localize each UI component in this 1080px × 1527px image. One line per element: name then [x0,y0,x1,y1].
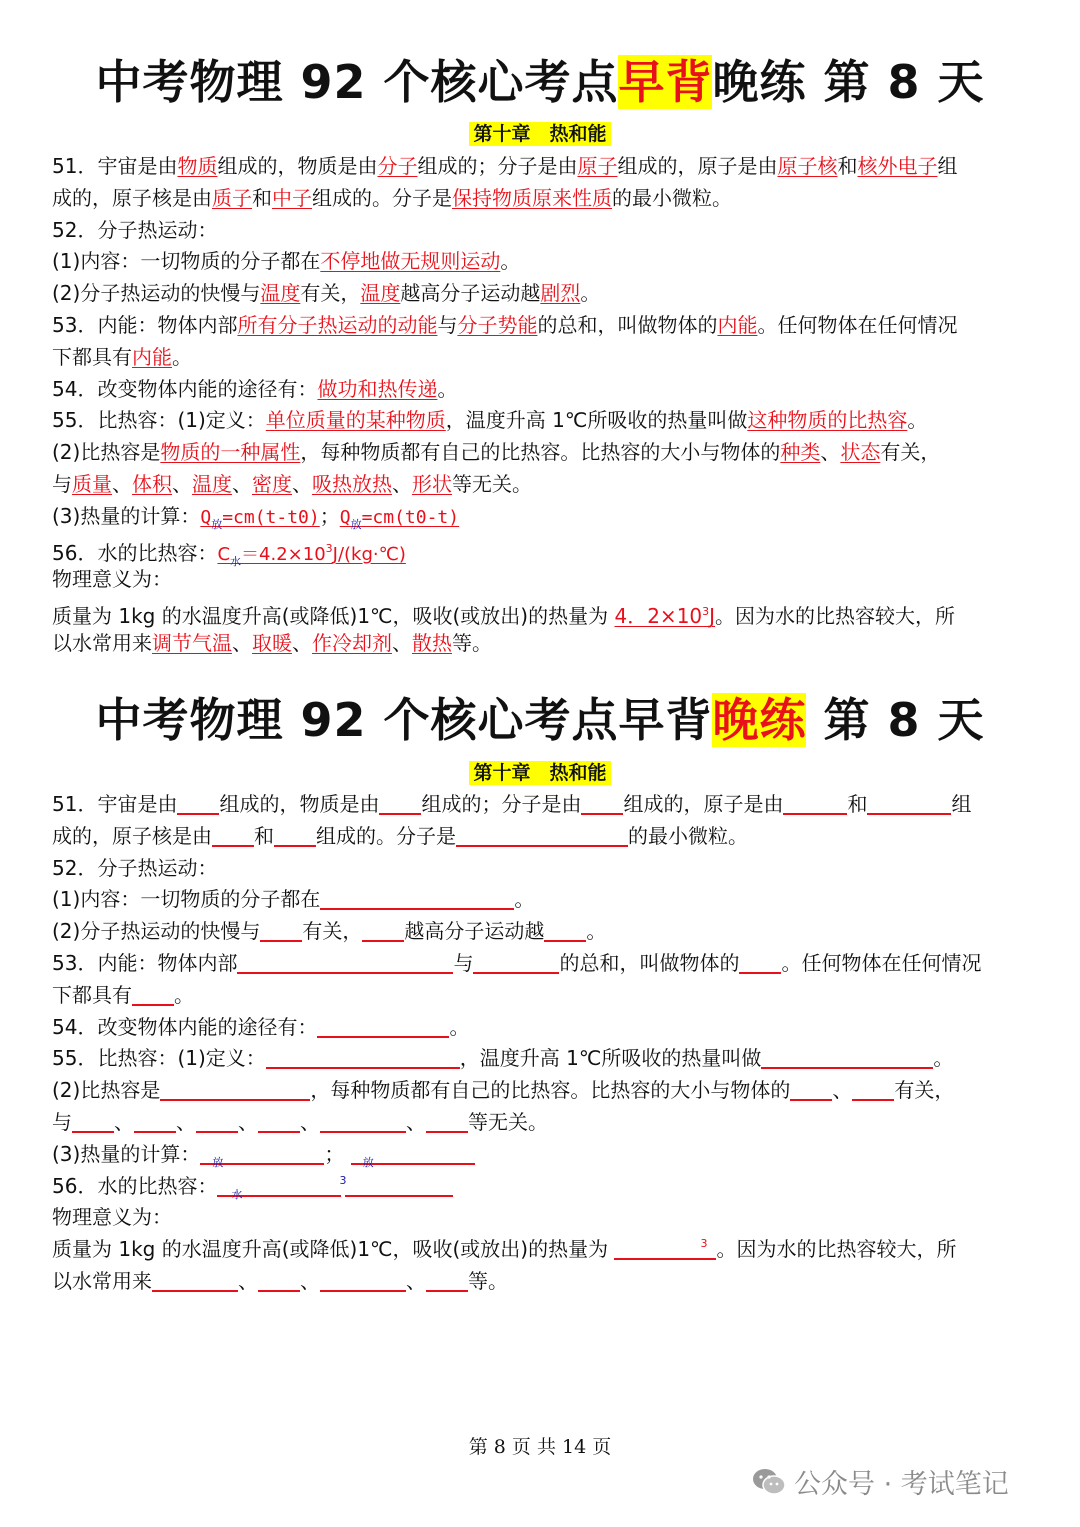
practice-line: 52．分子热运动： [52,855,218,880]
answer-line: (2)比热容是物质的一种属性，每种物质都有自己的比热容。比热容的大小与物体的种类、状态有关， [52,440,941,465]
practice-section [52,789,1037,1298]
fill-blank[interactable] [134,1111,176,1133]
answer-line: 以水常用来调节气温、取暖、作冷却剂、散热等。 [52,630,492,655]
fill-blank[interactable] [320,1111,406,1133]
fill-blank[interactable] [72,1111,114,1133]
chapter-heading-top: 第十章 热和能 [0,121,1080,148]
practice-line: 下都具有 。 [52,982,194,1007]
fill-blank[interactable] [320,888,514,910]
answer-line: 53．内能：物体内部所有分子热运动的动能与分子势能的总和，叫做物体的内能。任何物体在任何情况 [52,312,958,337]
practice-line: 与 、 、 、 、 、 等无关。 [52,1109,548,1134]
fill-blank[interactable] [362,920,404,942]
fill-blank[interactable] [783,793,847,815]
answer-line: 52．分子热运动： [52,217,218,242]
fill-blank[interactable] [258,1111,300,1133]
fill-blank[interactable]: 3 [345,1175,453,1197]
answer-line: (2)分子热运动的快慢与温度有关，温度越高分子运动越剧烈。 [52,281,601,306]
fill-blank[interactable]: 3 [614,1238,716,1260]
practice-line: 成的，原子核是由 和 组成的。分子是 的最小微粒。 [52,823,748,848]
practice-line: 以水常用来 、 、 、 等。 [52,1268,508,1293]
practice-line: 质量为 1kg 的水温度升高(或降低)1℃，吸收(或放出)的热量为 3 。因为水的比热容较大，所 [52,1237,957,1262]
wechat-icon [752,1467,786,1497]
fill-blank[interactable] [258,1270,300,1292]
fill-blank[interactable]: 水 [217,1175,341,1197]
answer-line: (3)热量的计算：$Q_放=cm(t-t0)$；$Q_放=cm(t0-t)$ [52,503,460,531]
answer-line: 51．宇宙是由物质组成的，物质是由分子组成的；分子是由原子组成的，原子是由原子核和核外电子组 [52,154,958,178]
answer-line: 54．改变物体内能的途径有：做功和热传递。 [52,376,458,401]
answer-line: 55．比热容：(1)定义：单位质量的某种物质，温度升高 1℃所吸收的热量叫做这种物质的比热容。 [52,408,928,433]
title-highlight-evening: 晚练 [712,693,807,747]
fill-blank[interactable] [320,1270,406,1292]
fill-blank[interactable] [544,920,586,942]
page-number: 第 8 页 共 14 页 [468,1436,612,1458]
fill-blank[interactable] [132,984,174,1006]
fill-blank[interactable] [456,825,628,847]
fill-blank[interactable] [426,1111,468,1133]
practice-line: 53．内能：物体内部 与 的总和，叫做物体的 。任何物体在任何情况 [52,950,982,975]
fill-blank[interactable] [274,825,316,847]
fill-blank[interactable] [160,1079,310,1101]
answer-line: 与质量、体积、温度、密度、吸热放热、形状等无关。 [52,471,532,496]
answer-line: (1)内容：一切物质的分子都在不停地做无规则运动。 [52,249,521,274]
practice-line: 54．改变物体内能的途径有： 。 [52,1014,470,1039]
fill-blank[interactable] [473,952,559,974]
practice-line: (2)比热容是 ，每种物质都有自己的比热容。比热容的大小与物体的 、 有关， [52,1078,955,1103]
title-highlight-morning: 早背 [618,55,713,109]
fill-blank[interactable] [761,1047,933,1069]
practice-line: 55．比热容：(1)定义： ，温度升高 1℃所吸收的热量叫做 。 [52,1046,954,1071]
chapter-heading-bottom: 第十章 热和能 [0,760,1080,787]
answer-line: 成的，原子核是由质子和中子组成的。分子是保持物质原来性质的最小微粒。 [52,185,732,210]
fill-blank[interactable] [867,793,951,815]
page-title-morning: 中考物理 92 个核心考点早背晚练 第 8 天 [95,55,985,109]
practice-line: (1)内容：一切物质的分子都在 。 [52,887,535,912]
practice-line: (3)热量的计算： 放 ； 放 [52,1139,1037,1171]
fill-blank[interactable]: 放 [200,1143,324,1165]
answer-line: 质量为 1kg 的水温度升高(或降低)1℃，吸收(或放出)的热量为 4．$2\times 10^3J$。因为水的比热容较大，所 [52,604,956,629]
fill-blank[interactable] [212,825,254,847]
fill-blank[interactable] [426,1270,468,1292]
fill-blank[interactable] [152,1270,238,1292]
answer-line: 下都具有内能。 [52,344,192,369]
fill-blank[interactable] [177,793,219,815]
fill-blank[interactable] [739,952,781,974]
fill-blank[interactable] [237,952,453,974]
fill-blank[interactable]: 放 [351,1143,475,1165]
practice-line: 物理意义为： [52,1205,172,1230]
practice-line: (2)分子热运动的快慢与 有关， 越高分子运动越 。 [52,919,607,944]
fill-blank[interactable] [379,793,421,815]
fill-blank[interactable] [260,920,302,942]
practice-line: 56．水的比热容： 水 3 [52,1171,1037,1203]
practice-line: 51．宇宙是由 组成的，物质是由 组成的；分子是由 组成的，原子是由 和 组 [52,792,972,816]
fill-blank[interactable] [196,1111,238,1133]
watermark: 公众号 · 考试笔记 [752,1462,1009,1501]
answer-line: 物理意义为： [52,567,172,592]
fill-blank[interactable] [317,1016,449,1038]
answer-section [52,151,1037,660]
fill-blank[interactable] [790,1079,832,1101]
fill-blank[interactable] [581,793,623,815]
page-title-evening: 中考物理 92 个核心考点早背晚练 第 8 天 [95,693,985,747]
fill-blank[interactable] [266,1047,460,1069]
fill-blank[interactable] [852,1079,894,1101]
answer-line: 56．水的比热容：$C_水=4.2\times 10^3J/(kg\cdot℃)$ [52,540,406,568]
